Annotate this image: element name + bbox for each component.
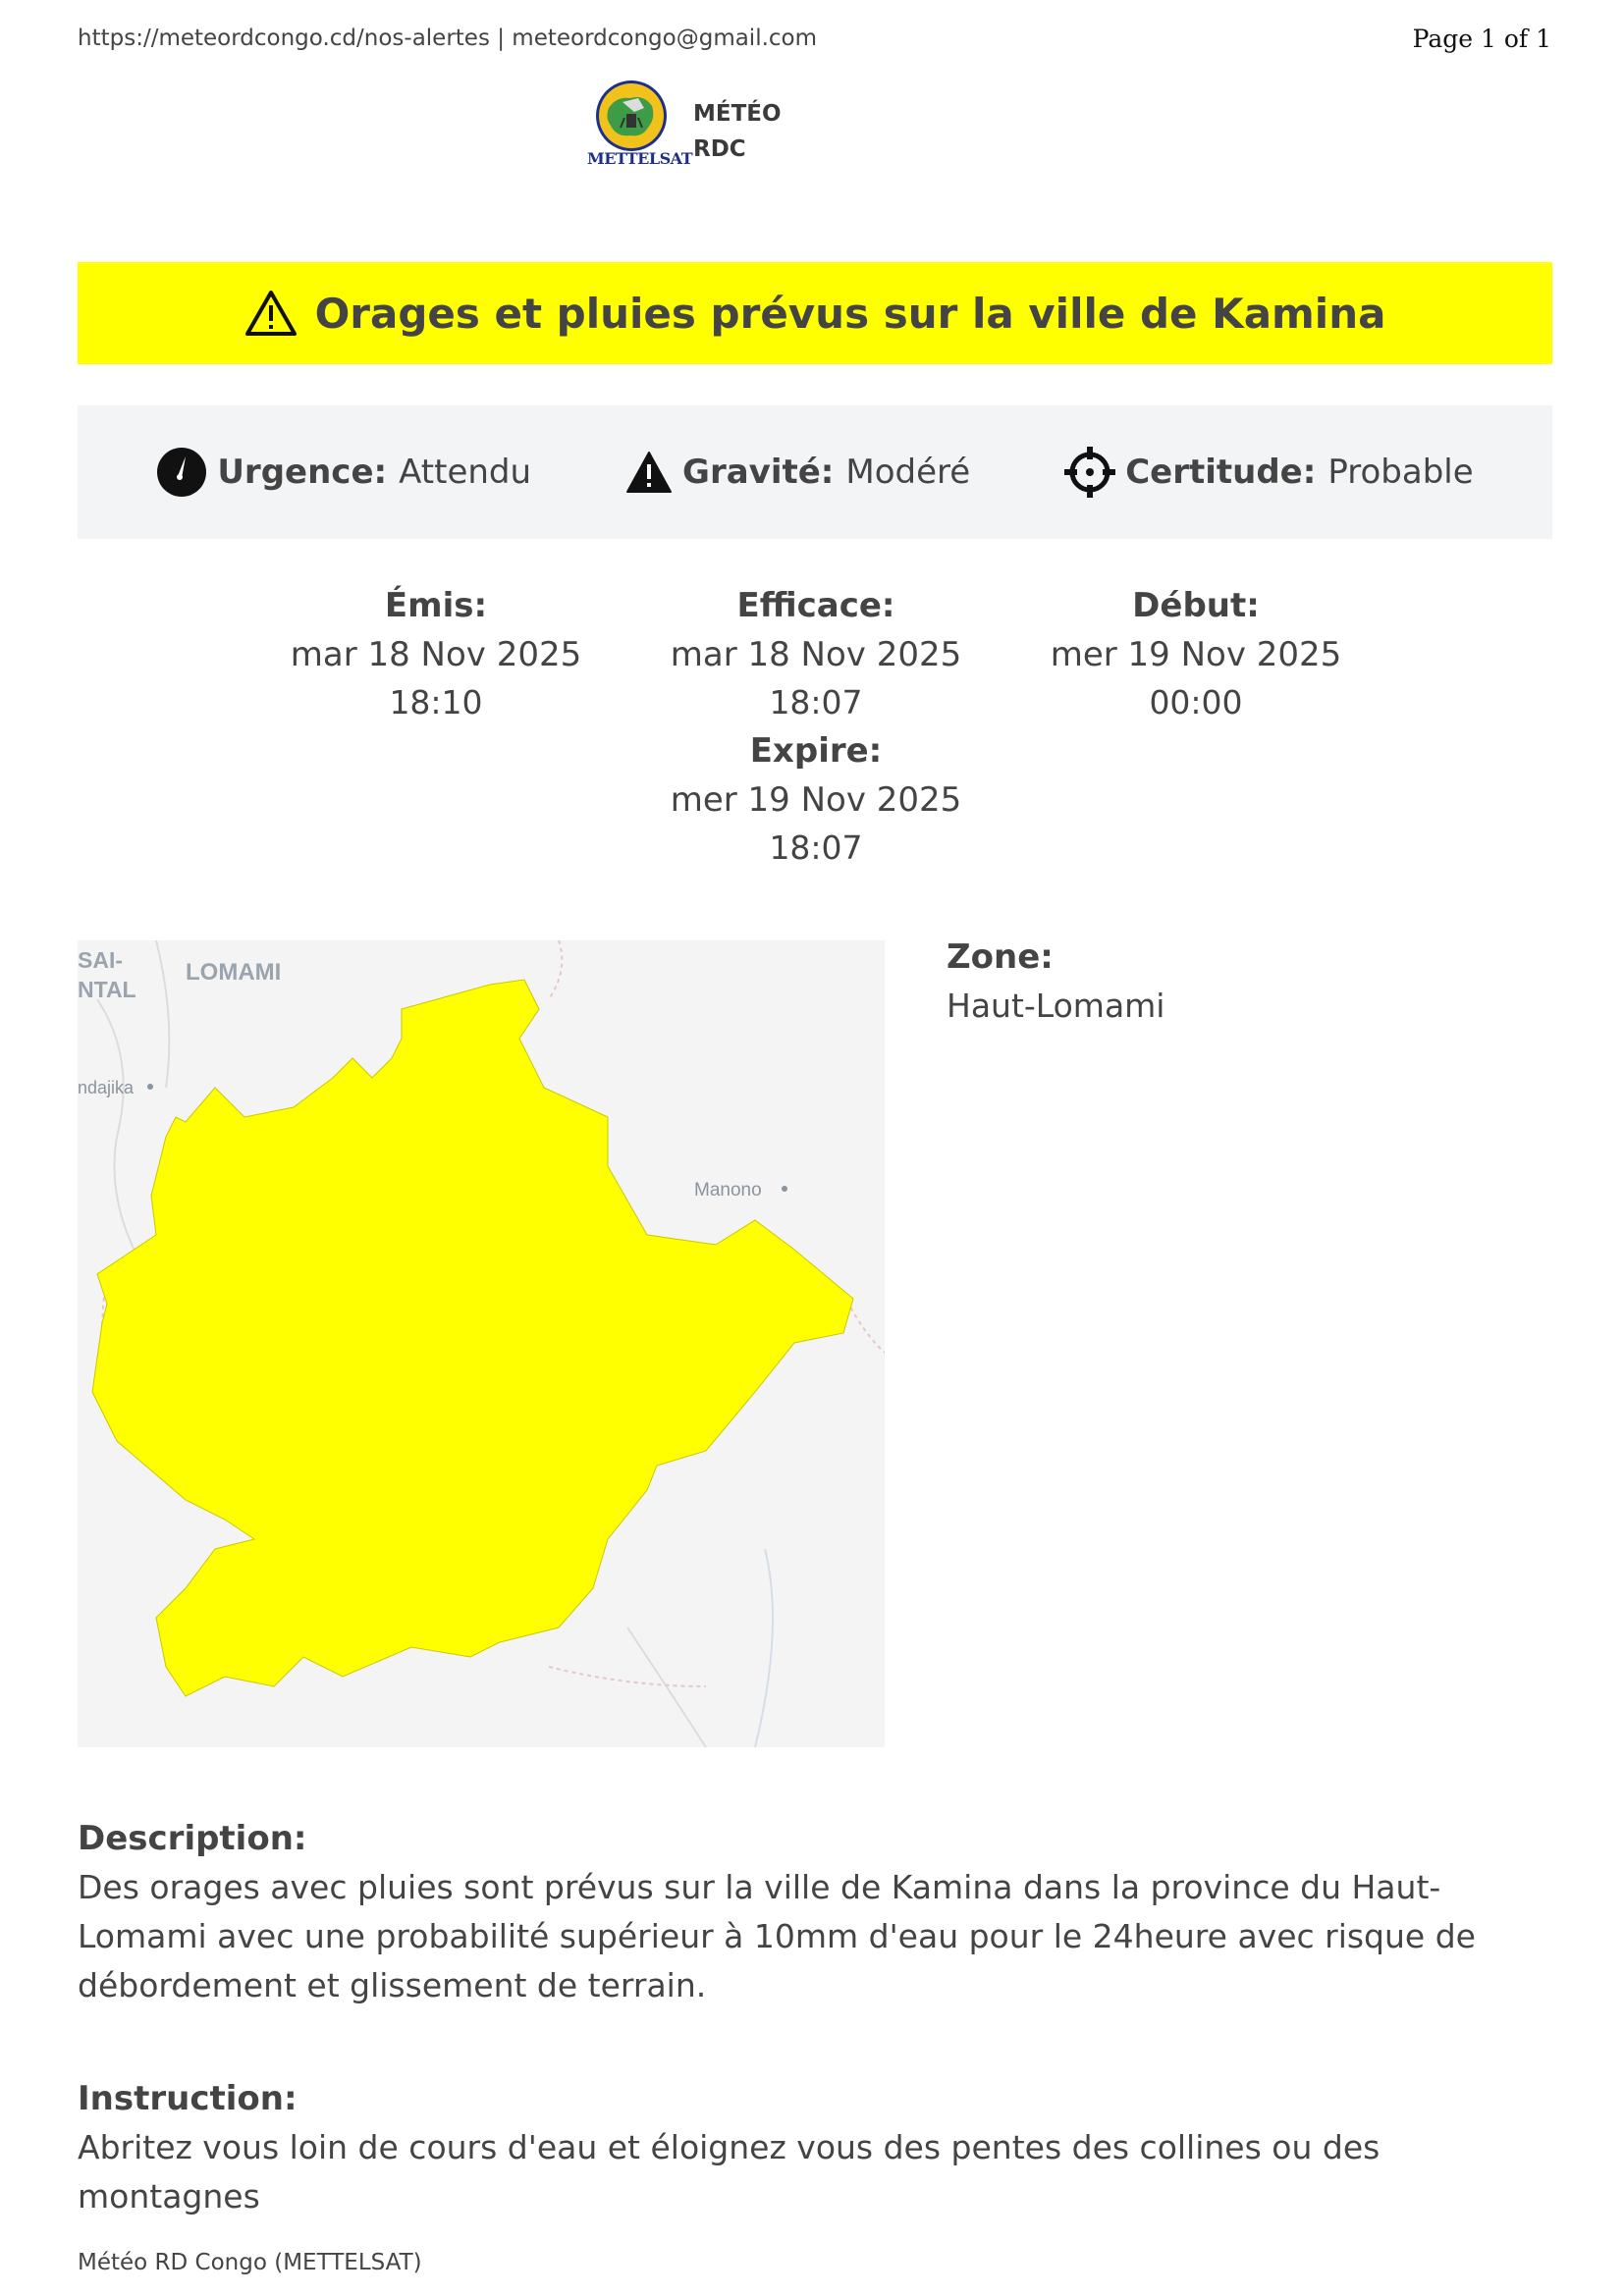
certainty-label: Certitude:	[1125, 453, 1317, 492]
certainty-value: Probable	[1327, 453, 1474, 492]
warning-triangle-icon	[244, 290, 298, 337]
map-label-lomami: LOMAMI	[186, 959, 282, 986]
map-label-region-left-2: NTAL	[78, 977, 136, 1002]
expires-date: mer 19 Nov 2025	[670, 780, 962, 820]
urgency-label: Urgence:	[217, 453, 388, 492]
onset-time: 00:00	[1149, 683, 1243, 721]
severity-label: Gravité:	[682, 453, 835, 492]
description-line-1: Des orages avec pluies sont prévus sur la ville de Kamina dans la province du Haut-	[78, 1868, 1441, 1906]
instruction-label: Instruction:	[78, 2079, 298, 2118]
header-url-line: https://meteordcongo.cd/nos-alertes | meteordcongo@gmail.com	[78, 26, 818, 51]
description-section	[78, 1814, 1550, 2010]
map-label-manono: Manono	[694, 1180, 762, 1201]
footer-text: Météo RD Congo (METTELSAT)	[78, 2250, 422, 2275]
alert-banner	[78, 262, 1552, 364]
urgency-item	[156, 447, 531, 498]
effective-date: mar 18 Nov 2025	[670, 635, 962, 674]
effective-time: 18:07	[769, 683, 863, 721]
zone-value: Haut-Lomami	[947, 987, 1165, 1025]
instruction-line-1: Abritez vous loin de cours d'eau et éloignez vous des pentes des collines ou des	[78, 2128, 1380, 2166]
certainty-item	[1064, 447, 1473, 498]
logo-subtitle: METTELSAT	[587, 149, 693, 168]
zone-block	[947, 933, 1164, 1031]
onset-label: Début:	[1132, 586, 1260, 625]
description-line-2: Lomami avec une probabilité supérieur à 10mm d'eau pour le 24heure avec risque de	[78, 1917, 1476, 1955]
expires-block	[629, 726, 1002, 872]
onset-block	[1009, 581, 1382, 726]
instruction-line-2: montagnes	[78, 2177, 260, 2216]
clock-icon	[156, 447, 207, 498]
warning-icon	[625, 451, 673, 494]
issued-block	[249, 581, 623, 726]
onset-date: mer 19 Nov 2025	[1050, 635, 1342, 674]
zone-map-svg	[78, 940, 885, 1747]
alert-meta-box	[78, 405, 1552, 539]
effective-block	[629, 581, 1002, 726]
instruction-section	[78, 2074, 1550, 2221]
map-label-region-left-1: SAI-	[78, 947, 123, 973]
logo-title-line1: MÉTÉO	[693, 101, 782, 127]
issued-time: 18:10	[389, 683, 483, 721]
logo-title	[693, 96, 782, 167]
severity-value: Modéré	[845, 453, 971, 492]
issued-label: Émis:	[384, 586, 488, 625]
logo	[587, 79, 882, 177]
crosshair-icon	[1064, 447, 1115, 498]
logo-title-line2: RDC	[693, 136, 746, 162]
expires-label: Expire:	[749, 731, 883, 771]
zone-label: Zone:	[947, 937, 1054, 977]
severity-item	[625, 451, 970, 494]
description-label: Description:	[78, 1819, 307, 1858]
effective-label: Efficace:	[736, 586, 895, 625]
expires-time: 18:07	[769, 828, 863, 867]
issued-date: mar 18 Nov 2025	[290, 635, 582, 674]
alert-title: Orages et pluies prévus sur la ville de Kamina	[314, 289, 1386, 338]
urgency-value: Attendu	[399, 453, 532, 492]
description-line-3: débordement et glissement de terrain.	[78, 1966, 707, 2004]
zone-map[interactable]	[78, 940, 885, 1747]
page-indicator: Page 1 of 1	[1412, 25, 1551, 53]
map-label-city-left: ndajika	[78, 1078, 135, 1097]
